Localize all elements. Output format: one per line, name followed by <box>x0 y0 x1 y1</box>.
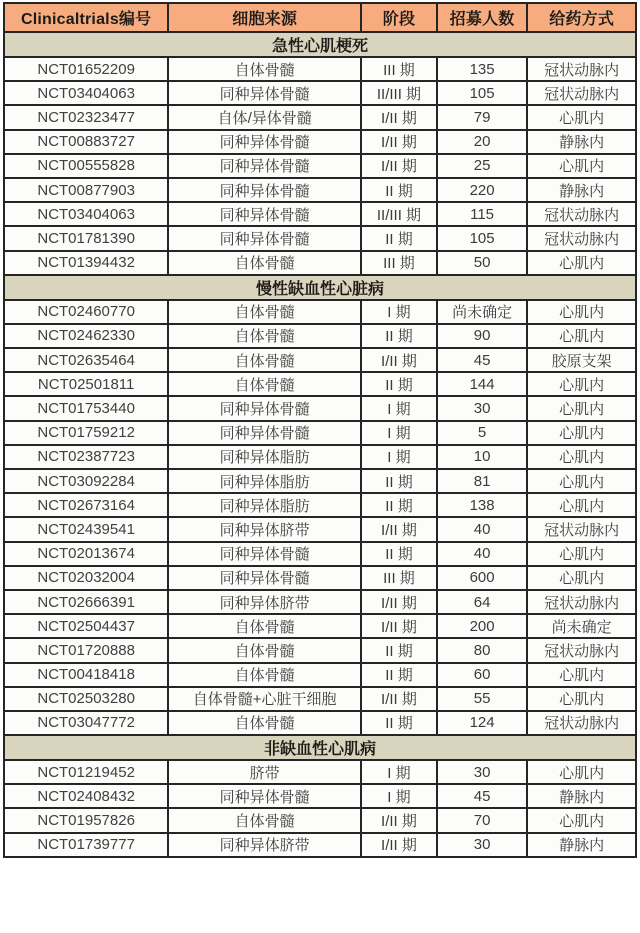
enrollment-cell: 135 <box>437 57 527 81</box>
enrollment-cell: 45 <box>437 784 527 808</box>
trial-id-cell: NCT03404063 <box>4 81 168 105</box>
enrollment-cell: 55 <box>437 687 527 711</box>
table-body <box>4 32 636 857</box>
table-row <box>4 178 636 202</box>
table-row <box>4 566 636 590</box>
section-title: 非缺血性心肌病 <box>4 735 636 760</box>
column-header-route: 给药方式 <box>527 3 636 32</box>
phase-cell: I 期 <box>361 784 437 808</box>
cell-source-cell: 同种异体脂肪 <box>168 469 361 493</box>
table-header <box>4 3 636 32</box>
table-row <box>4 493 636 517</box>
trial-id-cell: NCT02439541 <box>4 517 168 541</box>
phase-cell: II 期 <box>361 493 437 517</box>
cell-source-cell: 同种异体骨髓 <box>168 202 361 226</box>
cell-source-cell: 同种异体骨髓 <box>168 154 361 178</box>
table-row <box>4 202 636 226</box>
phase-cell: II 期 <box>361 711 437 735</box>
table-row <box>4 154 636 178</box>
route-cell: 心肌内 <box>527 808 636 832</box>
enrollment-cell: 40 <box>437 517 527 541</box>
phase-cell: II 期 <box>361 178 437 202</box>
phase-cell: I 期 <box>361 396 437 420</box>
enrollment-cell: 20 <box>437 130 527 154</box>
phase-cell: I 期 <box>361 445 437 469</box>
route-cell: 心肌内 <box>527 445 636 469</box>
enrollment-cell: 220 <box>437 178 527 202</box>
phase-cell: II 期 <box>361 226 437 250</box>
cell-source-cell: 同种异体骨髓 <box>168 421 361 445</box>
phase-cell: I/II 期 <box>361 590 437 614</box>
route-cell: 心肌内 <box>527 421 636 445</box>
table-row <box>4 445 636 469</box>
route-cell: 冠状动脉内 <box>527 57 636 81</box>
cell-source-cell: 自体骨髓 <box>168 614 361 638</box>
cell-source-cell: 同种异体骨髓 <box>168 542 361 566</box>
trial-id-cell: NCT02387723 <box>4 445 168 469</box>
cell-source-cell: 同种异体骨髓 <box>168 226 361 250</box>
cell-source-cell: 同种异体骨髓 <box>168 396 361 420</box>
cell-source-cell: 自体骨髓 <box>168 808 361 832</box>
trial-id-cell: NCT01753440 <box>4 396 168 420</box>
cell-source-cell: 脐带 <box>168 760 361 784</box>
section-title: 急性心肌梗死 <box>4 32 636 57</box>
table-row <box>4 251 636 275</box>
route-cell: 心肌内 <box>527 396 636 420</box>
phase-cell: II 期 <box>361 372 437 396</box>
phase-cell: II/III 期 <box>361 202 437 226</box>
cell-source-cell: 同种异体骨髓 <box>168 784 361 808</box>
route-cell: 心肌内 <box>527 760 636 784</box>
route-cell: 尚未确定 <box>527 614 636 638</box>
table-row <box>4 421 636 445</box>
cell-source-cell: 自体骨髓 <box>168 251 361 275</box>
trial-id-cell: NCT02503280 <box>4 687 168 711</box>
table-row <box>4 590 636 614</box>
route-cell: 心肌内 <box>527 566 636 590</box>
cell-source-cell: 同种异体骨髓 <box>168 178 361 202</box>
trial-id-cell: NCT02504437 <box>4 614 168 638</box>
cell-source-cell: 同种异体骨髓 <box>168 81 361 105</box>
route-cell: 心肌内 <box>527 251 636 275</box>
column-header-enrollment: 招募人数 <box>437 3 527 32</box>
phase-cell: II/III 期 <box>361 81 437 105</box>
enrollment-cell: 5 <box>437 421 527 445</box>
trial-id-cell: NCT01739777 <box>4 833 168 857</box>
route-cell: 心肌内 <box>527 154 636 178</box>
trial-id-cell: NCT02323477 <box>4 105 168 129</box>
route-cell: 胶原支架 <box>527 348 636 372</box>
enrollment-cell: 30 <box>437 760 527 784</box>
trial-id-cell: NCT01957826 <box>4 808 168 832</box>
enrollment-cell: 45 <box>437 348 527 372</box>
cell-source-cell: 同种异体脂肪 <box>168 445 361 469</box>
phase-cell: II 期 <box>361 469 437 493</box>
trial-id-cell: NCT00877903 <box>4 178 168 202</box>
enrollment-cell: 81 <box>437 469 527 493</box>
route-cell: 心肌内 <box>527 663 636 687</box>
section-title: 慢性缺血性心脏病 <box>4 275 636 300</box>
table-row <box>4 784 636 808</box>
trial-id-cell: NCT02501811 <box>4 372 168 396</box>
enrollment-cell: 90 <box>437 324 527 348</box>
cell-source-cell: 自体骨髓 <box>168 663 361 687</box>
enrollment-cell: 80 <box>437 638 527 662</box>
enrollment-cell: 60 <box>437 663 527 687</box>
cell-source-cell: 自体骨髓 <box>168 300 361 324</box>
enrollment-cell: 105 <box>437 81 527 105</box>
trial-id-cell: NCT03047772 <box>4 711 168 735</box>
route-cell: 冠状动脉内 <box>527 638 636 662</box>
column-header-phase: 阶段 <box>361 3 437 32</box>
table-row <box>4 711 636 735</box>
phase-cell: I/II 期 <box>361 130 437 154</box>
route-cell: 心肌内 <box>527 493 636 517</box>
phase-cell: III 期 <box>361 251 437 275</box>
enrollment-cell: 64 <box>437 590 527 614</box>
phase-cell: I/II 期 <box>361 517 437 541</box>
cell-source-cell: 自体骨髓 <box>168 638 361 662</box>
section-header-row <box>4 275 636 300</box>
trial-id-cell: NCT01219452 <box>4 760 168 784</box>
trial-id-cell: NCT01781390 <box>4 226 168 250</box>
route-cell: 心肌内 <box>527 324 636 348</box>
cell-source-cell: 自体骨髓 <box>168 348 361 372</box>
table-row <box>4 663 636 687</box>
route-cell: 静脉内 <box>527 130 636 154</box>
table-row <box>4 130 636 154</box>
enrollment-cell: 144 <box>437 372 527 396</box>
table-row <box>4 81 636 105</box>
trial-id-cell: NCT02666391 <box>4 590 168 614</box>
table-row <box>4 687 636 711</box>
route-cell: 心肌内 <box>527 300 636 324</box>
enrollment-cell: 10 <box>437 445 527 469</box>
trial-id-cell: NCT01720888 <box>4 638 168 662</box>
trial-id-cell: NCT01652209 <box>4 57 168 81</box>
enrollment-cell: 200 <box>437 614 527 638</box>
phase-cell: I 期 <box>361 421 437 445</box>
cell-source-cell: 自体骨髓 <box>168 372 361 396</box>
enrollment-cell: 30 <box>437 833 527 857</box>
cell-source-cell: 同种异体骨髓 <box>168 566 361 590</box>
trial-id-cell: NCT02673164 <box>4 493 168 517</box>
route-cell: 心肌内 <box>527 687 636 711</box>
enrollment-cell: 50 <box>437 251 527 275</box>
clinical-trials-table <box>3 2 637 858</box>
table-row <box>4 808 636 832</box>
phase-cell: II 期 <box>361 324 437 348</box>
phase-cell: I/II 期 <box>361 154 437 178</box>
cell-source-cell: 自体骨髓 <box>168 324 361 348</box>
trial-id-cell: NCT02013674 <box>4 542 168 566</box>
phase-cell: I 期 <box>361 300 437 324</box>
phase-cell: I 期 <box>361 760 437 784</box>
enrollment-cell: 尚未确定 <box>437 300 527 324</box>
route-cell: 静脉内 <box>527 178 636 202</box>
section-header-row <box>4 735 636 760</box>
table-row <box>4 57 636 81</box>
header-row <box>4 3 636 32</box>
route-cell: 心肌内 <box>527 105 636 129</box>
enrollment-cell: 40 <box>437 542 527 566</box>
route-cell: 心肌内 <box>527 542 636 566</box>
table-row <box>4 226 636 250</box>
table-row <box>4 300 636 324</box>
table-row <box>4 372 636 396</box>
table-row <box>4 517 636 541</box>
route-cell: 静脉内 <box>527 784 636 808</box>
trial-id-cell: NCT02032004 <box>4 566 168 590</box>
section-header-row <box>4 32 636 57</box>
cell-source-cell: 同种异体脂肪 <box>168 493 361 517</box>
enrollment-cell: 115 <box>437 202 527 226</box>
route-cell: 冠状动脉内 <box>527 517 636 541</box>
table-row <box>4 638 636 662</box>
phase-cell: I/II 期 <box>361 105 437 129</box>
phase-cell: I/II 期 <box>361 808 437 832</box>
table-row <box>4 469 636 493</box>
table-row <box>4 542 636 566</box>
cell-source-cell: 自体骨髓 <box>168 57 361 81</box>
phase-cell: III 期 <box>361 57 437 81</box>
enrollment-cell: 70 <box>437 808 527 832</box>
cell-source-cell: 同种异体脐带 <box>168 833 361 857</box>
route-cell: 冠状动脉内 <box>527 711 636 735</box>
cell-source-cell: 自体骨髓+心脏干细胞 <box>168 687 361 711</box>
phase-cell: I/II 期 <box>361 833 437 857</box>
enrollment-cell: 25 <box>437 154 527 178</box>
phase-cell: II 期 <box>361 638 437 662</box>
phase-cell: II 期 <box>361 663 437 687</box>
cell-source-cell: 自体骨髓 <box>168 711 361 735</box>
trial-id-cell: NCT02462330 <box>4 324 168 348</box>
table-row <box>4 760 636 784</box>
cell-source-cell: 同种异体脐带 <box>168 590 361 614</box>
table-row <box>4 396 636 420</box>
enrollment-cell: 105 <box>437 226 527 250</box>
cell-source-cell: 同种异体脐带 <box>168 517 361 541</box>
trial-id-cell: NCT02408432 <box>4 784 168 808</box>
column-header-cell-source: 细胞来源 <box>168 3 361 32</box>
route-cell: 冠状动脉内 <box>527 590 636 614</box>
trial-id-cell: NCT01394432 <box>4 251 168 275</box>
enrollment-cell: 30 <box>437 396 527 420</box>
trial-id-cell: NCT00883727 <box>4 130 168 154</box>
table-row <box>4 614 636 638</box>
phase-cell: I/II 期 <box>361 614 437 638</box>
table-row <box>4 833 636 857</box>
table-row <box>4 324 636 348</box>
phase-cell: I/II 期 <box>361 348 437 372</box>
phase-cell: II 期 <box>361 542 437 566</box>
enrollment-cell: 79 <box>437 105 527 129</box>
route-cell: 心肌内 <box>527 372 636 396</box>
trial-id-cell: NCT03404063 <box>4 202 168 226</box>
cell-source-cell: 同种异体骨髓 <box>168 130 361 154</box>
trial-id-cell: NCT02460770 <box>4 300 168 324</box>
route-cell: 静脉内 <box>527 833 636 857</box>
trial-id-cell: NCT00555828 <box>4 154 168 178</box>
phase-cell: III 期 <box>361 566 437 590</box>
trial-id-cell: NCT01759212 <box>4 421 168 445</box>
enrollment-cell: 600 <box>437 566 527 590</box>
route-cell: 冠状动脉内 <box>527 81 636 105</box>
column-header-trial-id: Clinicaltrials编号 <box>4 3 168 32</box>
trial-id-cell: NCT03092284 <box>4 469 168 493</box>
route-cell: 心肌内 <box>527 469 636 493</box>
enrollment-cell: 138 <box>437 493 527 517</box>
enrollment-cell: 124 <box>437 711 527 735</box>
cell-source-cell: 自体/异体骨髓 <box>168 105 361 129</box>
table-row <box>4 105 636 129</box>
trial-id-cell: NCT02635464 <box>4 348 168 372</box>
route-cell: 冠状动脉内 <box>527 202 636 226</box>
route-cell: 冠状动脉内 <box>527 226 636 250</box>
table-row <box>4 348 636 372</box>
trial-id-cell: NCT00418418 <box>4 663 168 687</box>
phase-cell: I/II 期 <box>361 687 437 711</box>
